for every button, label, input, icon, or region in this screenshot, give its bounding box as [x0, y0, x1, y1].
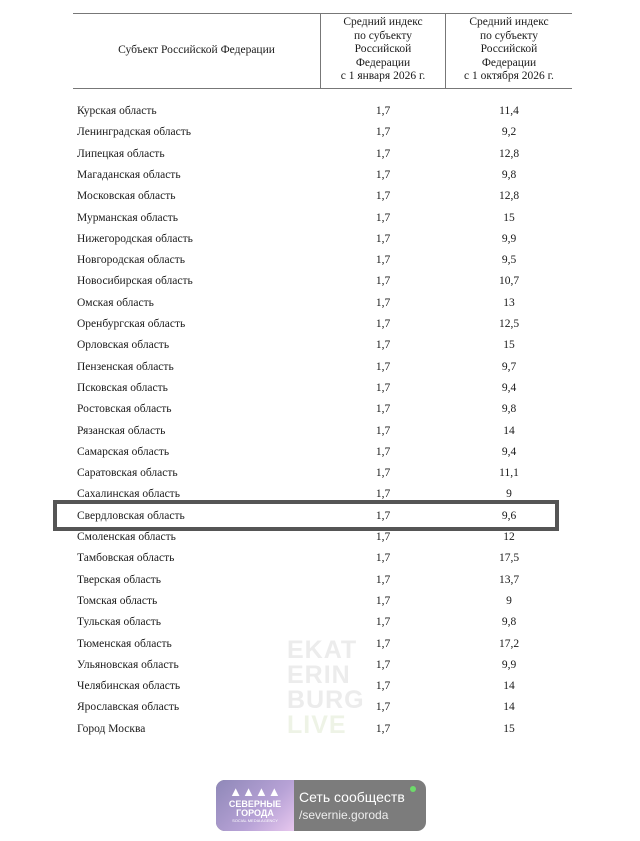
- region-name: Пензенская область: [77, 360, 174, 373]
- region-name: Тамбовская область: [77, 552, 175, 565]
- header-line: Федерации: [481, 56, 537, 69]
- index-jan: 1,7: [375, 594, 391, 607]
- region-name: Тверская область: [77, 573, 161, 586]
- index-jan: 1,7: [375, 190, 391, 203]
- index-oct: 15: [503, 211, 515, 224]
- index-jan: 1,7: [375, 232, 391, 245]
- index-jan: 1,7: [375, 573, 391, 586]
- index-jan: 1,7: [375, 126, 391, 139]
- index-oct: 9: [506, 488, 512, 501]
- index-jan: 1,7: [375, 168, 391, 181]
- table-row: [0, 293, 640, 314]
- region-name: Нижегородская область: [77, 232, 193, 245]
- index-jan: 1,7: [375, 424, 391, 437]
- region-name: Новгородская область: [77, 254, 186, 267]
- index-oct: 9,4: [501, 381, 517, 394]
- table-row: [0, 144, 640, 165]
- region-name: Ульяновская область: [77, 658, 179, 671]
- index-oct: 9,5: [501, 254, 517, 267]
- header-line: Российской: [354, 43, 412, 55]
- region-name: Ленинградская область: [77, 126, 192, 139]
- region-name: Курская область: [77, 105, 157, 117]
- index-oct: 14: [503, 701, 515, 714]
- region-name: Свердловская область: [77, 509, 185, 522]
- region-name: Псковская область: [77, 381, 168, 394]
- community-badge[interactable]: [216, 780, 426, 831]
- header-line: Средний индекс: [343, 16, 423, 28]
- index-oct: 9,2: [501, 126, 517, 139]
- severnie-goroda-logo: [216, 780, 294, 831]
- index-jan: 1,7: [375, 531, 391, 543]
- index-jan: 1,7: [375, 147, 391, 160]
- index-oct: 12: [503, 531, 515, 543]
- region-name: Орловская область: [77, 339, 170, 352]
- highlight-box: [53, 500, 559, 531]
- logo-line: СЕВЕРНЫЕ: [228, 799, 282, 809]
- table-row: [0, 335, 640, 356]
- region-name: Рязанская область: [77, 424, 166, 437]
- region-name: Ростовская область: [77, 403, 172, 416]
- index-oct: 15: [503, 339, 515, 352]
- table-row: [0, 250, 640, 271]
- index-oct: 13: [503, 296, 515, 309]
- region-name: Ярославская область: [77, 701, 180, 714]
- region-name: Челябинская область: [77, 680, 181, 693]
- region-name: Город Москва: [77, 722, 146, 735]
- region-name: Саратовская область: [77, 467, 178, 480]
- table-row: [0, 548, 640, 569]
- header-line: Средний индекс: [469, 16, 549, 28]
- index-oct: 13,7: [498, 573, 520, 586]
- region-name: Омская область: [77, 296, 154, 309]
- index-jan: 1,7: [375, 637, 391, 650]
- online-dot-icon: [410, 786, 416, 792]
- table-row: [0, 122, 640, 143]
- table-row: [0, 271, 640, 292]
- index-jan: 1,7: [375, 722, 391, 735]
- table-row: [0, 591, 640, 612]
- index-jan: 1,7: [375, 211, 391, 224]
- region-name: Липецкая область: [77, 147, 165, 160]
- region-name: Смоленская область: [77, 531, 176, 543]
- index-oct: 14: [503, 424, 515, 437]
- table-row: [0, 101, 640, 122]
- table-row: [0, 314, 640, 335]
- header-line: с 1 января 2026 г.: [340, 70, 426, 82]
- index-jan: 1,7: [375, 105, 391, 117]
- table-row: [0, 208, 640, 229]
- region-name: Оренбургская область: [77, 318, 186, 330]
- table-row: [0, 399, 640, 420]
- index-oct: 15: [503, 722, 515, 735]
- index-jan: 1,7: [375, 275, 391, 288]
- watermark-line: ERIN: [287, 661, 351, 689]
- index-jan: 1,7: [375, 445, 391, 458]
- watermark-logo: [287, 638, 377, 738]
- index-jan: 1,7: [375, 403, 391, 416]
- region-name: Московская область: [77, 190, 176, 203]
- index-jan: 1,7: [375, 616, 391, 629]
- table-row: [0, 186, 640, 207]
- index-oct: 14: [503, 680, 515, 693]
- region-name: Тульская область: [77, 616, 161, 629]
- index-oct: 9,8: [501, 403, 517, 416]
- table-row: [0, 463, 640, 484]
- header-line: по субъекту: [353, 29, 412, 42]
- region-name: Новосибирская область: [77, 275, 193, 288]
- header-subject: Субъект Российской Федерации: [118, 44, 275, 56]
- index-oct: 9,9: [501, 232, 517, 245]
- badge-title: Сеть сообществ: [299, 789, 405, 805]
- region-name: Томская область: [77, 594, 158, 607]
- header-line: по субъекту: [479, 29, 538, 42]
- region-name: Тюменская область: [77, 637, 172, 650]
- header-line: Российской: [480, 43, 538, 55]
- index-jan: 1,7: [375, 701, 391, 714]
- watermark-line: EKAT: [287, 636, 358, 664]
- index-oct: 9,7: [501, 360, 517, 373]
- index-jan: 1,7: [375, 658, 391, 671]
- index-jan: 1,7: [375, 509, 391, 522]
- region-name: Мурманская область: [77, 211, 179, 224]
- watermark-line: BURG: [287, 686, 365, 714]
- index-jan: 1,7: [375, 360, 391, 373]
- index-jan: 1,7: [375, 488, 391, 501]
- table-row: [0, 612, 640, 633]
- logo-line: ГОРОДА: [236, 808, 274, 818]
- region-name: Магаданская область: [77, 168, 181, 181]
- index-oct: 11,4: [499, 105, 519, 117]
- index-oct: 17,5: [498, 552, 520, 565]
- watermark-line: LIVE: [287, 711, 347, 739]
- index-oct: 17,2: [498, 637, 520, 650]
- index-oct: 9,6: [501, 509, 517, 522]
- index-jan: 1,7: [375, 552, 391, 565]
- table-top-rule: [73, 13, 572, 14]
- index-oct: 12,8: [498, 190, 520, 203]
- index-jan: 1,7: [375, 339, 391, 352]
- logo-sub: SOCIAL MEDIA AGENCY: [232, 818, 278, 823]
- index-oct: 11,1: [499, 467, 519, 480]
- header-bottom-rule: [73, 88, 572, 89]
- table-row: [0, 165, 640, 186]
- index-jan: 1,7: [375, 296, 391, 309]
- table-row: [0, 378, 640, 399]
- header-line: Федерации: [355, 56, 411, 69]
- index-oct: 12,5: [498, 318, 520, 330]
- index-jan: 1,7: [375, 254, 391, 267]
- region-name: Сахалинская область: [77, 488, 180, 501]
- trees-icon: ▲▲▲▲: [229, 784, 281, 799]
- index-jan: 1,7: [375, 381, 391, 394]
- index-oct: 9,4: [501, 445, 517, 458]
- table-row: [0, 442, 640, 463]
- header-line: с 1 октября 2026 г.: [464, 70, 554, 82]
- region-name: Самарская область: [77, 445, 170, 458]
- badge-handle[interactable]: /severnie.goroda: [299, 808, 389, 822]
- index-oct: 9,8: [501, 168, 517, 181]
- table-row: [0, 357, 640, 378]
- index-oct: 9,9: [501, 658, 517, 671]
- index-oct: 9,8: [501, 616, 517, 629]
- table-row: [0, 421, 640, 442]
- index-oct: 12,8: [498, 147, 520, 160]
- index-jan: 1,7: [375, 680, 391, 693]
- index-jan: 1,7: [375, 467, 391, 480]
- header-oct-index: [446, 16, 572, 84]
- index-oct: 10,7: [498, 275, 520, 288]
- table-row: [0, 570, 640, 591]
- index-oct: 9: [506, 594, 512, 607]
- index-jan: 1,7: [375, 318, 391, 330]
- header-jan-index: [321, 16, 445, 84]
- table-row: [0, 229, 640, 250]
